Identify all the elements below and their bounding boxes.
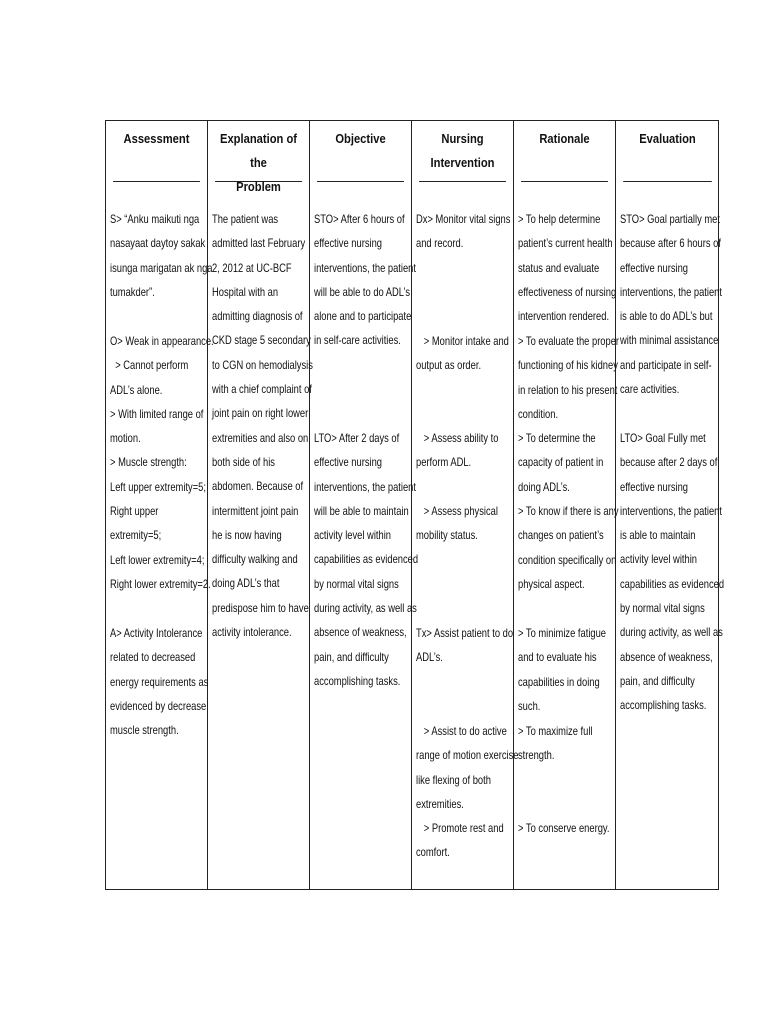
text-line: muscle strength. (110, 723, 179, 738)
text-line: > Monitor intake and (416, 334, 509, 348)
text-line: joint pain on right lower (212, 406, 309, 421)
text-line: and participate in self- (620, 357, 712, 372)
text-line: interventions, the patient (620, 284, 722, 299)
text-line: accomplishing tasks. (620, 698, 707, 713)
text-line: functioning of his kidney (518, 358, 618, 373)
column-nursing-intervention (412, 121, 519, 889)
assessment-objective (110, 329, 214, 596)
text-line: > Cannot perform (110, 358, 189, 373)
text-line: > With limited range of (110, 406, 204, 421)
text-line: pain, and difficulty (620, 673, 695, 688)
evaluation-lto (620, 426, 725, 718)
text-line: O> Weak in appearance. (110, 334, 214, 348)
text-line: > To minimize fatigue (518, 626, 607, 640)
text-line: physical aspect. (518, 576, 585, 591)
text-line: energy requirements as (110, 674, 209, 689)
intervention-dx-2 (416, 329, 509, 378)
text-line: pain, and difficulty (314, 649, 389, 664)
text-line: Right upper (110, 504, 159, 519)
text-line: interventions, the patient (314, 479, 416, 494)
text-line: Left upper extremity=5; (110, 479, 207, 494)
text-line: > To evaluate the proper (518, 334, 620, 348)
text-line: effective nursing (620, 479, 688, 494)
text-line: and record. (416, 236, 464, 251)
text-line: condition specifically on (518, 552, 617, 567)
text-line: > Assess ability to (416, 431, 499, 445)
text-line: extremities and also on (212, 430, 309, 445)
text-line: admitted last February (212, 236, 306, 251)
evaluation-sto (620, 207, 722, 401)
text-line: LTO> Goal Fully met (620, 431, 706, 445)
text-line: strength. (518, 748, 555, 763)
text-line: capabilities as evidenced (314, 552, 419, 567)
text-line: admitting diagnosis of (212, 309, 303, 324)
text-line: > To determine the (518, 431, 596, 445)
text-line: > Promote rest and (416, 821, 504, 835)
text-line: changes on patient’s (518, 528, 604, 543)
column-objective (310, 121, 419, 889)
intervention-dx-4 (416, 499, 498, 548)
header-assessment (113, 121, 200, 182)
text-line: Explanation of the (219, 131, 298, 170)
text-line: motion. (110, 431, 141, 446)
text-line: > Muscle strength: (110, 455, 187, 470)
rationale-5 (518, 621, 607, 718)
text-line: perform ADL. (416, 455, 472, 470)
text-line: predispose him to have (212, 600, 309, 615)
text-line: effective nursing (314, 236, 382, 251)
text-line: > To know if there is any (518, 504, 619, 518)
text-line: interventions, the patient (620, 503, 722, 518)
text-line: range of motion exercise (416, 748, 519, 763)
text-line: capabilities in doing (518, 674, 600, 689)
text-line: Hospital with an (212, 284, 279, 299)
explanation-text (212, 207, 313, 644)
rationale-6 (518, 719, 594, 768)
text-line: he is now having (212, 527, 282, 542)
text-line: Nursing Intervention (430, 131, 495, 170)
text-line: related to decreased (110, 650, 196, 665)
text-line: extremities. (416, 796, 464, 811)
text-line: STO> Goal partially met (620, 212, 720, 226)
text-line: LTO> After 2 days of (314, 431, 400, 445)
header-evaluation (623, 121, 712, 182)
text-line: care activities. (620, 382, 680, 397)
text-line: Rationale (539, 131, 590, 146)
text-line: accomplishing tasks. (314, 673, 401, 688)
text-line: effectiveness of nursing (518, 284, 617, 299)
text-line: activity intolerance. (212, 625, 292, 640)
text-line: by normal vital signs (314, 576, 399, 591)
text-line: capacity of patient in (518, 455, 604, 470)
text-line: mobility status. (416, 528, 478, 543)
text-line: because after 6 hours of (620, 236, 721, 251)
text-line: difficulty walking and (212, 552, 298, 567)
text-line: > Assess physical (416, 504, 498, 518)
text-line: activity level within (620, 552, 697, 567)
text-line: doing ADL’s. (518, 479, 570, 494)
header-objective (317, 121, 404, 182)
text-line: during activity, as well as (314, 601, 417, 616)
text-line: with minimal assistance (620, 333, 719, 348)
text-line: condition. (518, 406, 559, 421)
text-line: output as order. (416, 358, 482, 373)
text-line: S> “Anku maikuti nga (110, 212, 200, 226)
header-explanation (215, 121, 302, 194)
header-nursing-intervention (419, 121, 506, 182)
column-evaluation (616, 121, 725, 889)
objective-sto (314, 207, 416, 353)
text-line: in self-care activities. (314, 333, 401, 348)
text-line: by normal vital signs (620, 601, 705, 616)
text-line: Problem (236, 179, 281, 194)
text-line: > Assist to do active (416, 724, 507, 738)
text-line: during activity, as well as (620, 625, 723, 640)
column-rationale (514, 121, 620, 889)
text-line: CKD stage 5 secondary (212, 333, 311, 348)
text-line: absence of weakness, (314, 625, 407, 640)
text-line: is able to maintain (620, 528, 696, 543)
text-line: Assessment (123, 131, 190, 146)
text-line: extremity=5; (110, 528, 162, 543)
header-rationale (521, 121, 608, 182)
text-line: and to evaluate his (518, 650, 597, 665)
text-line: A> Activity Intolerance (110, 626, 203, 640)
text-line: with a chief complaint of (212, 382, 312, 397)
text-line: Right lower extremity=2. (110, 576, 211, 591)
assessment-subjective (110, 207, 213, 304)
text-line: > To help determine (518, 212, 601, 226)
intervention-dx-3 (416, 426, 499, 475)
rationale-3 (518, 426, 604, 499)
text-line: is able to do ADL’s but (620, 309, 713, 324)
text-line: effective nursing (620, 260, 688, 275)
text-line: because after 2 days of (620, 455, 718, 470)
rationale-7 (518, 816, 610, 840)
text-line: intervention rendered. (518, 309, 610, 324)
text-line: will be able to do ADL’s (314, 284, 411, 299)
text-line: doing ADL’s that (212, 576, 280, 591)
text-line: will be able to maintain (314, 503, 409, 518)
text-line: isunga marigatan ak nga (110, 260, 213, 275)
text-line: > To maximize full (518, 724, 593, 738)
text-line: patient’s current health (518, 236, 613, 251)
text-line: both side of his (212, 454, 275, 469)
column-explanation (208, 121, 313, 889)
text-line: 2, 2012 at UC-BCF (212, 260, 292, 275)
text-line: Left lower extremity=4; (110, 552, 205, 567)
text-line: nasayaat daytoy sakak (110, 236, 206, 251)
rationale-1 (518, 207, 617, 328)
rationale-4 (518, 499, 619, 596)
text-line: status and evaluate (518, 260, 600, 275)
text-line: ADL’s. (416, 650, 443, 665)
rationale-2 (518, 329, 620, 426)
text-line: The patient was (212, 212, 279, 226)
text-line: such. (518, 698, 541, 713)
text-line: comfort. (416, 845, 450, 860)
intervention-tx-3 (416, 816, 504, 865)
objective-lto (314, 426, 419, 693)
intervention-tx-2 (416, 719, 519, 816)
text-line: Objective (335, 131, 386, 146)
text-line: ADL’s alone. (110, 382, 163, 397)
text-line: activity level within (314, 528, 391, 543)
text-line: STO> After 6 hours of (314, 212, 405, 226)
text-line: interventions, the patient (314, 260, 416, 275)
text-line: Tx> Assist patient to do (416, 626, 514, 640)
text-line: capabilities as evidenced (620, 576, 725, 591)
assessment-analysis (110, 621, 209, 742)
text-line: > To conserve energy. (518, 821, 610, 835)
text-line: in relation to his present (518, 382, 618, 397)
text-line: abdomen. Because of (212, 479, 304, 494)
text-line: evidenced by decrease (110, 698, 207, 713)
text-line: Dx> Monitor vital signs (416, 212, 511, 226)
column-assessment (106, 121, 214, 889)
text-line: Evaluation (639, 131, 696, 146)
text-line: alone and to participate (314, 309, 412, 324)
text-line: absence of weakness, (620, 649, 713, 664)
intervention-tx-1 (416, 621, 514, 670)
text-line: tumakder”. (110, 284, 155, 299)
nursing-care-plan-table (105, 120, 725, 890)
text-line: intermittent joint pain (212, 503, 299, 518)
intervention-dx-1 (416, 207, 511, 256)
text-line: to CGN on hemodialysis (212, 357, 313, 372)
text-line: effective nursing (314, 455, 382, 470)
text-line: like flexing of both (416, 772, 491, 787)
